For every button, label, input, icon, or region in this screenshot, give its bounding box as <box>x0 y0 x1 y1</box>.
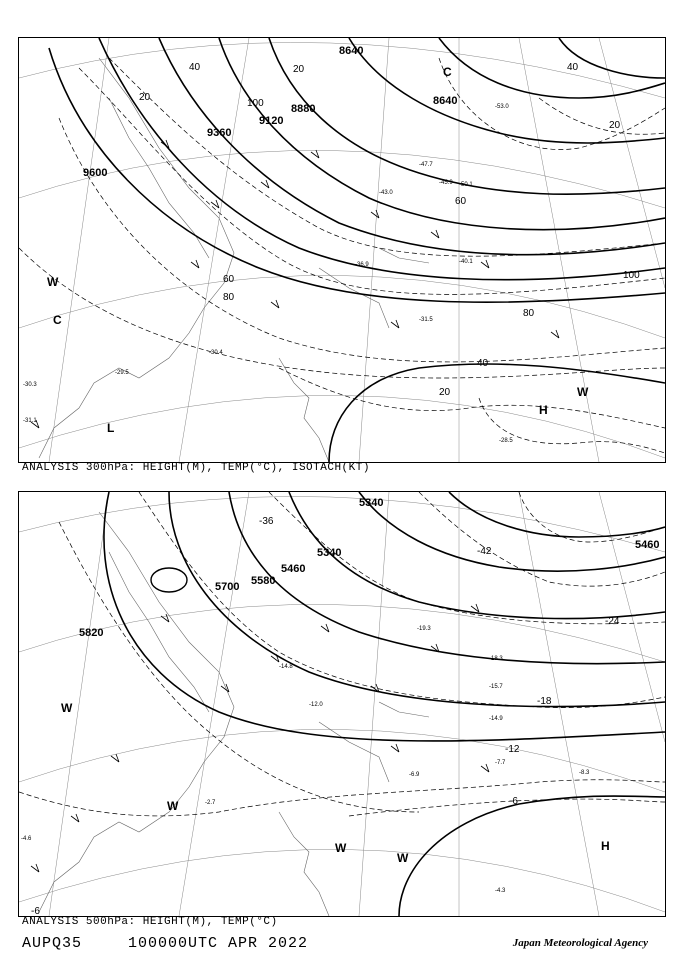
temp-sample: -7.7 <box>495 760 506 766</box>
isotherm-label: -42 <box>477 546 492 557</box>
isotach-label: 80 <box>523 308 535 319</box>
map-panel-300hpa <box>18 37 666 463</box>
isotherm-label: -18 <box>537 696 552 707</box>
temp-sample: -31.5 <box>419 317 433 323</box>
isotach-label: 60 <box>455 196 467 207</box>
map-500hpa <box>19 492 665 916</box>
temp-sample: -47.7 <box>419 162 433 168</box>
agency-credit: Japan Meteorological Agency <box>512 937 648 949</box>
warm-symbol: W <box>577 385 589 399</box>
valid-time: 100000UTC APR 2022 <box>128 935 309 952</box>
high-symbol: H <box>601 839 610 853</box>
isotherms <box>19 492 665 816</box>
warm-symbol: W <box>167 799 179 813</box>
temp-sample: -15.7 <box>489 684 503 690</box>
temp-sample: -28.5 <box>499 438 513 444</box>
height-label: 5460 <box>635 539 660 551</box>
height-label: 5820 <box>79 627 104 639</box>
isotach-label: 80 <box>223 292 235 303</box>
temp-sample: -6.9 <box>409 772 420 778</box>
temp-sample: -18.3 <box>489 656 503 662</box>
temp-sample: -14.8 <box>279 664 293 670</box>
height-label: 5580 <box>251 575 276 587</box>
isotherm-label: -36 <box>259 516 274 527</box>
chart-id: AUPQ35 <box>22 935 83 952</box>
isotach-label: 40 <box>189 62 201 73</box>
warm-symbol: W <box>397 851 409 865</box>
isotachs <box>19 58 665 453</box>
panel-caption-500hpa: ANALYSIS 500hPa: HEIGHT(M), TEMP(°C) <box>22 916 278 928</box>
temp-sample: -12.0 <box>309 702 323 708</box>
isotherm-label: -12 <box>505 744 520 755</box>
height-label: 8880 <box>291 103 316 115</box>
map-300hpa <box>19 38 665 462</box>
isotach-label: 100 <box>247 98 264 109</box>
temp-sample: -14.9 <box>489 716 503 722</box>
temp-sample: -31.1 <box>23 418 37 424</box>
temp-sample: -43.0 <box>379 190 393 196</box>
temp-sample: -4.6 <box>21 836 32 842</box>
temp-sample: -50.1 <box>459 182 473 188</box>
temp-sample: -4.3 <box>495 888 506 894</box>
cold-symbol: C <box>443 65 452 79</box>
isotach-label: 20 <box>609 120 621 131</box>
temp-sample: -40.1 <box>459 259 473 265</box>
temp-sample: -8.3 <box>579 770 590 776</box>
height-label: 9360 <box>207 127 232 139</box>
closed-contour <box>151 568 187 592</box>
isotherm-label: -24 <box>605 616 620 627</box>
panel-caption-300hpa: ANALYSIS 300hPa: HEIGHT(M), TEMP(°C), ISOTACH(KT) <box>22 462 370 474</box>
cold-symbol: C <box>53 313 62 327</box>
height-label: 8640 <box>339 45 364 57</box>
height-label: 5700 <box>215 581 240 593</box>
height-label: 5340 <box>359 497 384 509</box>
height-label: 9600 <box>83 167 108 179</box>
isotherm-label: -6 <box>509 796 518 807</box>
temp-sample: -30.3 <box>23 382 37 388</box>
temp-sample: -2.7 <box>205 800 216 806</box>
warm-symbol: W <box>61 701 73 715</box>
high-symbol: H <box>539 403 548 417</box>
wind-barbs <box>31 140 559 428</box>
isotach-label: 40 <box>567 62 579 73</box>
isotach-label: 100 <box>623 270 640 281</box>
height-label: 8640 <box>433 95 458 107</box>
isotach-label: 20 <box>139 92 151 103</box>
temp-sample: -45.9 <box>439 180 453 186</box>
low-symbol: L <box>107 421 115 435</box>
map-panel-500hpa <box>18 491 666 917</box>
temp-sample: -53.0 <box>495 104 509 110</box>
isotach-label: 40 <box>477 358 489 369</box>
isotherm-label: -6 <box>31 906 40 916</box>
isotach-label: 20 <box>439 387 451 398</box>
warm-symbol: W <box>47 275 59 289</box>
height-label: 9120 <box>259 115 284 127</box>
temp-sample: -30.4 <box>209 350 223 356</box>
height-label: 5340 <box>317 547 342 559</box>
graticule <box>19 38 665 462</box>
height-label: 5460 <box>281 563 306 575</box>
warm-symbol: W <box>335 841 347 855</box>
isotach-label: 20 <box>293 64 305 75</box>
temp-sample: -29.5 <box>115 370 129 376</box>
isotach-label: 60 <box>223 274 235 285</box>
temp-sample: -19.3 <box>417 626 431 632</box>
temp-sample: -36.9 <box>355 262 369 268</box>
